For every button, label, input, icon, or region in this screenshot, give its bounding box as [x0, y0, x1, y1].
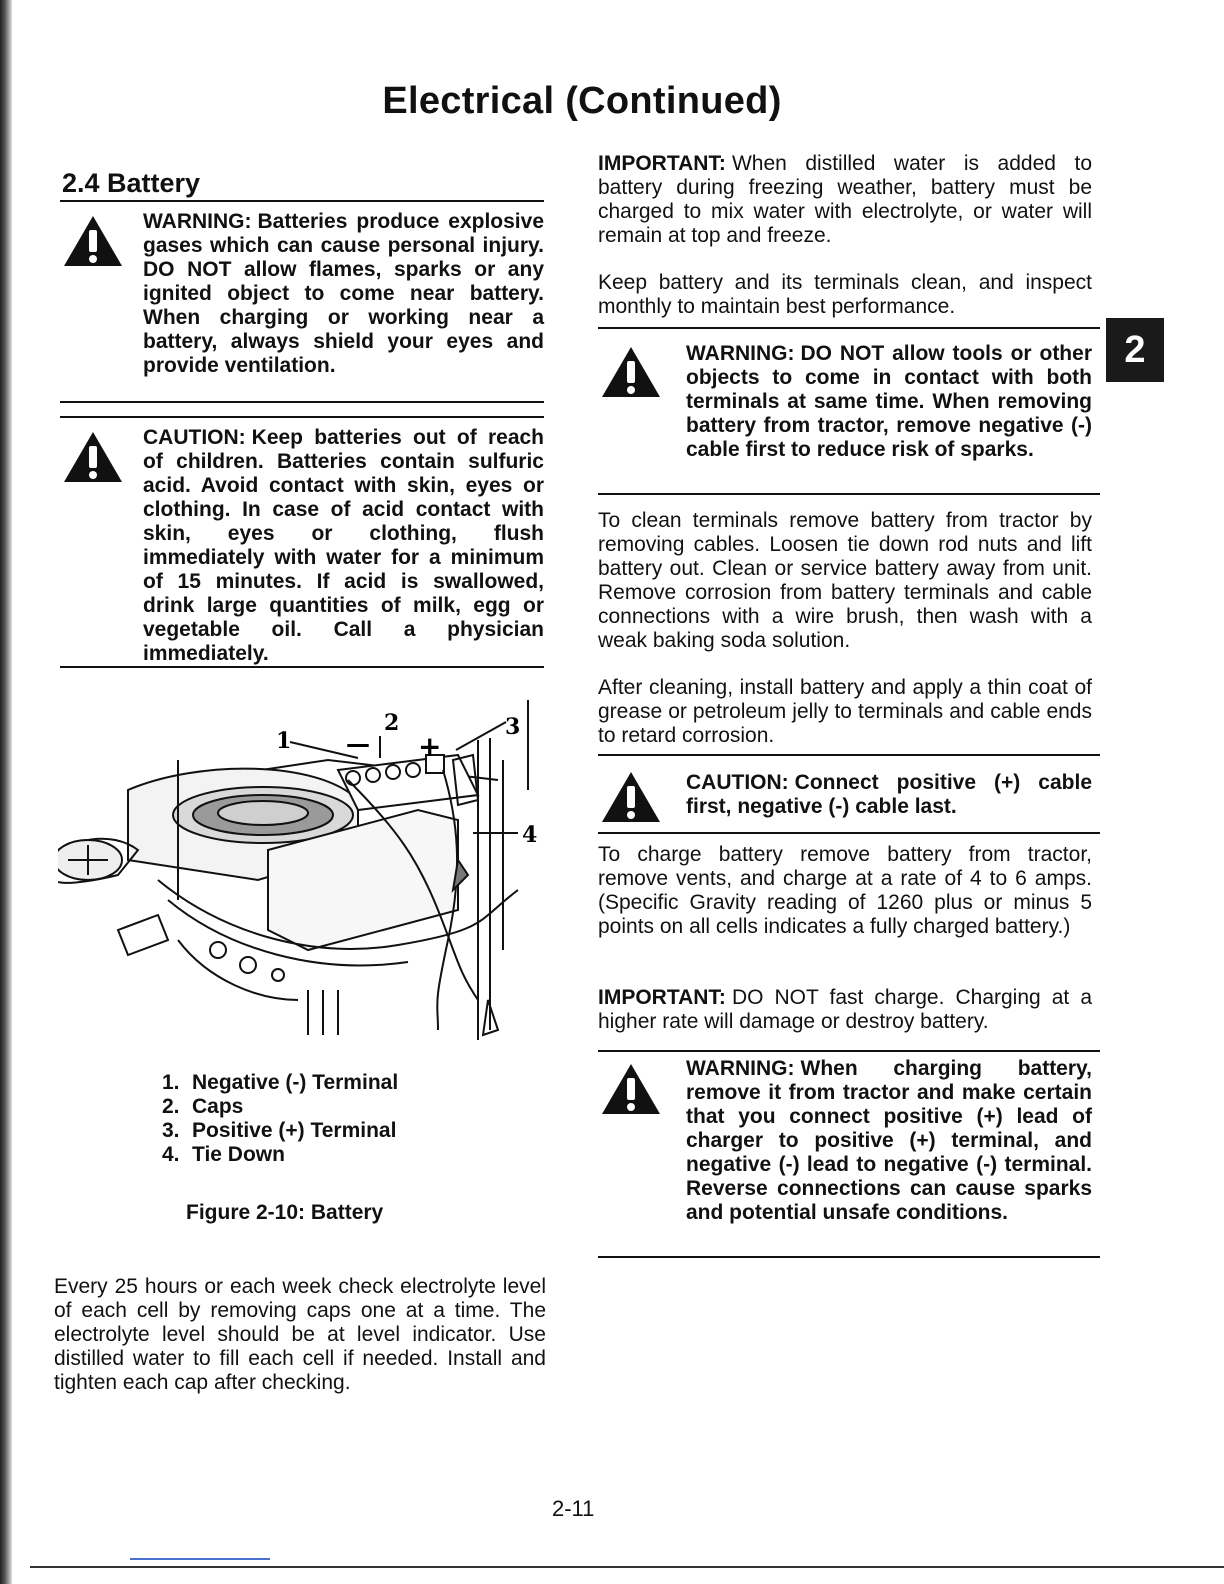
divider — [60, 416, 544, 418]
section-tab: 2 — [1106, 318, 1164, 382]
warning-triangle-icon — [600, 770, 662, 824]
page-title: Electrical (Continued) — [382, 80, 782, 123]
figure-caption: Figure 2-10: Battery — [186, 1201, 384, 1224]
important-text: When distilled water is added to battery during freezing weather, battery must be charged to mix water with electrolyte, or water will remain at top and freeze. — [598, 152, 1092, 247]
figure-legend — [162, 1071, 398, 1167]
important-label: IMPORTANT: — [598, 986, 726, 1009]
scan-mark — [130, 1558, 270, 1560]
divider — [598, 493, 1100, 495]
warning-text: Batteries produce explosive gases which can cause personal injury. DO NOT allow flames, sparks or any ignited object to come near battery. When charging or working near a battery, always shield your eyes and provide ventilation. — [143, 210, 544, 377]
callout-2: 2 — [384, 710, 400, 736]
warning-triangle-icon — [600, 345, 662, 399]
warning-text: DO NOT allow tools or other objects to come in contact with both terminals at same time. When removing battery from tractor, remove negative (-) cable first to reduce risk of sparks. — [686, 342, 1092, 461]
important-fast-charge — [598, 986, 1092, 1034]
battery-figure-illustration — [58, 700, 548, 1050]
scan-shadow-edge — [0, 0, 12, 1584]
after-cleaning-paragraph: After cleaning, install battery and apply a thin coat of grease or petroleum jelly to terminals and cable ends to retard corrosion. — [598, 676, 1092, 747]
cable-order-caution-notice — [686, 771, 1092, 819]
battery-caution-notice — [143, 426, 544, 666]
callout-4: 4 — [522, 822, 538, 848]
callout-3: 3 — [505, 714, 521, 740]
legend-item: 1. Negative (-) Terminal — [162, 1071, 399, 1094]
legend-item: 2. Caps — [162, 1095, 244, 1118]
warning-triangle-icon — [62, 430, 124, 484]
warning-label: WARNING: — [686, 342, 795, 365]
caution-text: Keep batteries out of reach of children. Batteries contain sulfuric acid. Avoid contact with skin, eyes or clothing. In case of acid contact with skin, eyes or clothing, flush immediately with water for a minimum of 15 minutes. If acid is swallowed, drink large quantities of milk, egg or vegetable oil. Call a physician immediately. — [143, 426, 544, 665]
divider — [60, 666, 544, 668]
page-bottom-edge — [30, 1566, 1224, 1568]
warning-label: WARNING: — [143, 210, 252, 233]
caution-text: Connect positive (+) cable first, negative (-) cable last. — [686, 771, 1092, 818]
important-label: IMPORTANT: — [598, 152, 726, 175]
divider — [598, 754, 1100, 756]
negative-symbol: — — [346, 730, 370, 758]
page-number: 2-11 — [552, 1496, 595, 1521]
battery-warning-notice — [143, 210, 544, 378]
caution-label: CAUTION: — [143, 426, 246, 449]
caution-label: CAUTION: — [686, 771, 789, 794]
divider — [598, 1050, 1100, 1052]
divider — [598, 832, 1100, 834]
important-text: DO NOT fast charge. Charging at a higher rate will damage or destroy battery. — [598, 986, 1092, 1033]
electrolyte-check-paragraph: Every 25 hours or each week check electrolyte level of each cell by removing caps one at a time. The electrolyte level should be at level indicator. Use distilled water to fill each cell if needed. Install and tighten each cap after checking. — [54, 1275, 546, 1394]
warning-label: WARNING: — [686, 1057, 795, 1080]
important-distilled-water — [598, 152, 1092, 248]
legend-item: 4. Tie Down — [162, 1143, 285, 1166]
warning-text: When charging battery, remove it from tractor and make certain that you connect positive (+) lead of charger to positive (+) terminal, and negative (-) lead to negative (-) terminal. Reverse connections can cause sparks and potential unsafe conditions. — [686, 1057, 1092, 1224]
charging-warning-notice — [686, 1057, 1092, 1225]
divider — [598, 1256, 1100, 1258]
divider — [60, 200, 544, 202]
callout-1: 1 — [276, 728, 292, 754]
section-heading: 2.4 Battery — [62, 168, 201, 199]
terminals-warning-notice — [686, 342, 1092, 462]
legend-item: 3. Positive (+) Terminal — [162, 1119, 397, 1142]
warning-triangle-icon — [600, 1062, 662, 1116]
positive-symbol: + — [418, 730, 442, 763]
clean-terminals-paragraph: To clean terminals remove battery from tractor by removing cables. Loosen tie down rod nuts and lift battery out. Clean or service battery away from unit. Remove corrosion from battery terminals and cable connections with a wire brush, then wash with a weak baking soda solution. — [598, 509, 1092, 652]
charging-paragraph: To charge battery remove battery from tractor, remove vents, and charge at a rate of 4 to 6 amps. (Specific Gravity reading of 1260 plus or minus 5 points on all cells indicates a fully charged battery.) — [598, 843, 1092, 938]
divider — [60, 401, 544, 403]
divider — [598, 327, 1100, 329]
warning-triangle-icon — [62, 214, 124, 268]
terminal-maintenance-paragraph: Keep battery and its terminals clean, and inspect monthly to maintain best performance. — [598, 271, 1092, 318]
